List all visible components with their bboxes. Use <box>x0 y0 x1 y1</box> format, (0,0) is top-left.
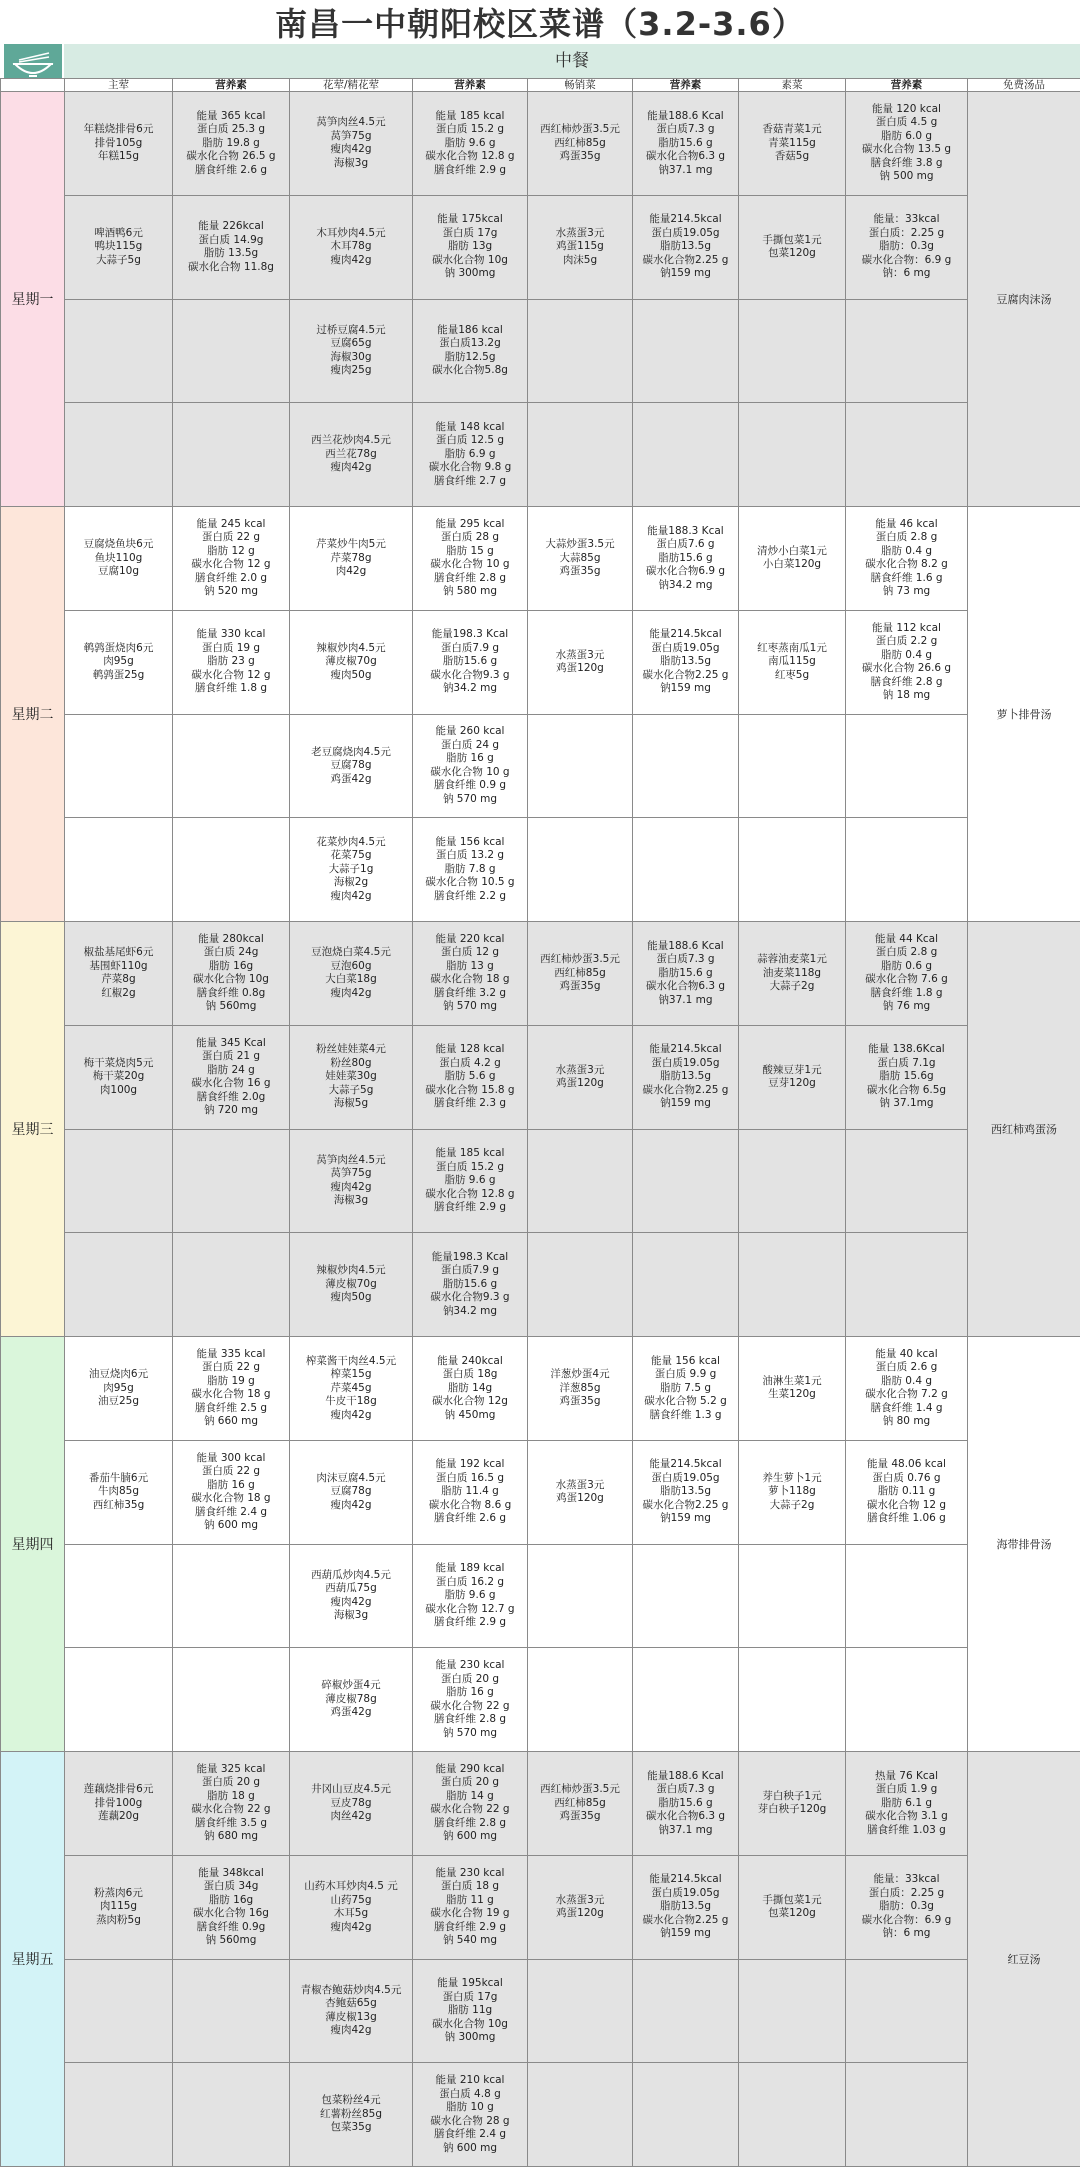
dish-cell <box>528 818 633 922</box>
dish-cell: 水蒸蛋3元 鸡蛋120g <box>528 1440 633 1544</box>
dish-cell <box>528 299 633 403</box>
menu-row <box>1 403 1080 507</box>
nutrition-cell: 能量188.6 Kcal 蛋白质7.3 g 脂肪15.6 g 碳水化合物6.3 g 钠37.1 mg <box>633 1752 739 1856</box>
nutrition-cell: 能量 138.6Kcal 蛋白质 7.1g 脂肪 15.6g 碳水化合物 6.5g 钠 37.1mg <box>846 1025 968 1129</box>
dish-cell <box>65 714 173 818</box>
dish-cell <box>739 299 846 403</box>
dish-cell <box>739 714 846 818</box>
dish-cell: 西红柿炒蛋3.5元 西红柿85g 鸡蛋35g <box>528 1752 633 1856</box>
nutrition-cell <box>633 403 739 507</box>
nutrition-cell: 能量 175kcal 蛋白质 17g 脂肪 13g 碳水化合物 10g 钠 300mg <box>413 195 528 299</box>
nutrition-cell: 能量 300 kcal 蛋白质 22 g 脂肪 16 g 碳水化合物 18 g 膳食纤维 2.4 g 钠 600 mg <box>173 1440 290 1544</box>
nutrition-cell <box>846 1544 968 1648</box>
dish-cell: 肉沫豆腐4.5元 豆腐78g 瘦肉42g <box>290 1440 413 1544</box>
dish-cell <box>528 1129 633 1233</box>
dish-cell: 老豆腐烧肉4.5元 豆腐78g 鸡蛋42g <box>290 714 413 818</box>
dish-cell: 花菜炒肉4.5元 花菜75g 大蒜子1g 海椒2g 瘦肉42g <box>290 818 413 922</box>
free-soup: 萝卜排骨汤 <box>968 507 1080 922</box>
dish-cell: 莲藕烧排骨6元 排骨100g 莲藕20g <box>65 1752 173 1856</box>
dish-cell <box>739 2063 846 2167</box>
nutrition-cell <box>173 299 290 403</box>
dish-cell <box>739 403 846 507</box>
menu-row <box>1 1752 1080 1856</box>
nutrition-cell <box>173 1959 290 2063</box>
dish-cell: 豆腐烧鱼块6元 鱼块110g 豆腐10g <box>65 507 173 611</box>
nutrition-cell: 能量 226kcal 蛋白质 14.9g 脂肪 13.5g 碳水化合物 11.8g <box>173 195 290 299</box>
nutrition-cell <box>633 1129 739 1233</box>
nutrition-cell: 能量 290 kcal 蛋白质 20 g 脂肪 14 g 碳水化合物 22 g 膳食纤维 2.8 g 钠 600 mg <box>413 1752 528 1856</box>
dish-cell: 辣椒炒肉4.5元 薄皮椒70g 瘦肉50g <box>290 610 413 714</box>
nutrition-cell: 能量 295 kcal 蛋白质 28 g 脂肪 15 g 碳水化合物 10 g 膳食纤维 2.8 g 钠 580 mg <box>413 507 528 611</box>
free-soup: 豆腐肉沫汤 <box>968 92 1080 507</box>
nutrition-cell: 能量 230 kcal 蛋白质 20 g 脂肪 16 g 碳水化合物 22 g 膳食纤维 2.8 g 钠 570 mg <box>413 1648 528 1752</box>
dish-cell <box>739 1233 846 1337</box>
nutrition-cell: 能量 44 Kcal 蛋白质 2.8 g 脂肪 0.6 g 碳水化合物 7.6 g 膳食纤维 1.8 g 钠 76 mg <box>846 922 968 1026</box>
dish-cell: 西兰花炒肉4.5元 西兰花78g 瘦肉42g <box>290 403 413 507</box>
dish-cell: 啤酒鸭6元 鸭块115g 大蒜子5g <box>65 195 173 299</box>
nutrition-cell <box>846 1648 968 1752</box>
dish-cell: 清炒小白菜1元 小白菜120g <box>739 507 846 611</box>
meal-header: 中餐 <box>64 44 1080 78</box>
dish-cell: 包菜粉丝4元 红薯粉丝85g 包菜35g <box>290 2063 413 2167</box>
menu-row <box>1 299 1080 403</box>
nutrition-cell: 能量 192 kcal 蛋白质 16.5 g 脂肪 11.4 g 碳水化合物 8.6 g 膳食纤维 2.6 g <box>413 1440 528 1544</box>
nutrition-cell: 能量 260 kcal 蛋白质 24 g 脂肪 16 g 碳水化合物 10 g 膳食纤维 0.9 g 钠 570 mg <box>413 714 528 818</box>
nutrition-cell: 能量 48.06 kcal 蛋白质 0.76 g 脂肪 0.11 g 碳水化合物 12 g 膳食纤维 1.06 g <box>846 1440 968 1544</box>
free-soup: 红豆汤 <box>968 1752 1080 2167</box>
nutrition-cell <box>173 1648 290 1752</box>
dish-cell: 豆泡烧白菜4.5元 豆泡60g 大白菜18g 瘦肉42g <box>290 922 413 1026</box>
nutrition-cell: 能量 220 kcal 蛋白质 12 g 脂肪 13 g 碳水化合物 18 g 膳食纤维 3.2 g 钠 570 mg <box>413 922 528 1026</box>
nutrition-cell: 能量 330 kcal 蛋白质 19 g 脂肪 23 g 碳水化合物 12 g 膳食纤维 1.8 g <box>173 610 290 714</box>
nutrition-cell: 能量 280kcal 蛋白质 24g 脂肪 16g 碳水化合物 10g 膳食纤维 0.8g 钠 560mg <box>173 922 290 1026</box>
column-header-row <box>1 79 1080 92</box>
page-title: 南昌一中朝阳校区菜谱（3.2-3.6） <box>275 5 805 43</box>
dish-cell: 辣椒炒肉4.5元 薄皮椒70g 瘦肉50g <box>290 1233 413 1337</box>
menu-row <box>1 1337 1080 1441</box>
menu-row <box>1 507 1080 611</box>
dish-cell: 椒盐基尾虾6元 基围虾110g 芹菜8g 红椒2g <box>65 922 173 1026</box>
nutrition-cell <box>173 403 290 507</box>
nutrition-cell: 能量214.5kcal 蛋白质19.05g 脂肪13.5g 碳水化合物2.25 g 钠159 mg <box>633 1025 739 1129</box>
nutrition-cell: 能量 156 kcal 蛋白质 9.9 g 脂肪 7.5 g 碳水化合物 5.2 g 膳食纤维 1.3 g <box>633 1337 739 1441</box>
dish-cell: 芽白秧子1元 芽白秧子120g <box>739 1752 846 1856</box>
nutrition-cell: 能量188.6 Kcal 蛋白质7.3 g 脂肪15.6 g 碳水化合物6.3 g 钠37.1 mg <box>633 922 739 1026</box>
dish-cell: 水蒸蛋3元 鸡蛋120g <box>528 1025 633 1129</box>
day-label: 星期一 <box>1 92 65 507</box>
dish-cell: 山药木耳炒肉4.5 元 山药75g 木耳5g 瘦肉42g <box>290 1855 413 1959</box>
nutrition-cell: 能量 230 kcal 蛋白质 18 g 脂肪 11 g 碳水化合物 19 g 膳食纤维 2.9 g 钠 540 mg <box>413 1855 528 1959</box>
menu-row <box>1 1233 1080 1337</box>
dish-cell <box>65 1544 173 1648</box>
dish-cell <box>528 1959 633 2063</box>
dish-cell: 过桥豆腐4.5元 豆腐65g 海椒30g 瘦肉25g <box>290 299 413 403</box>
dish-cell <box>65 1233 173 1337</box>
day-label: 星期五 <box>1 1752 65 2167</box>
nutrition-cell: 能量 348kcal 蛋白质 34g 脂肪 16g 碳水化合物 16g 膳食纤维 0.9g 钠 560mg <box>173 1855 290 1959</box>
col-header: 主荤 <box>65 79 173 92</box>
nutrition-cell: 能量 245 kcal 蛋白质 22 g 脂肪 12 g 碳水化合物 12 g 膳食纤维 2.0 g 钠 520 mg <box>173 507 290 611</box>
dish-cell: 油淋生菜1元 生菜120g <box>739 1337 846 1441</box>
dish-cell: 洋葱炒蛋4元 洋葱85g 鸡蛋35g <box>528 1337 633 1441</box>
dish-cell <box>739 818 846 922</box>
menu-table <box>0 78 1080 2167</box>
dish-cell <box>528 1233 633 1337</box>
menu-row <box>1 1025 1080 1129</box>
nutrition-cell <box>846 1233 968 1337</box>
nutrition-cell: 能量 148 kcal 蛋白质 12.5 g 脂肪 6.9 g 碳水化合物 9.8 g 膳食纤维 2.7 g <box>413 403 528 507</box>
dish-cell: 井冈山豆皮4.5元 豆皮78g 肉丝42g <box>290 1752 413 1856</box>
nutrition-cell: 能量214.5kcal 蛋白质19.05g 脂肪13.5g 碳水化合物2.25 g 钠159 mg <box>633 1855 739 1959</box>
nutrition-cell: 能量 112 kcal 蛋白质 2.2 g 脂肪 0.4 g 碳水化合物 26.6 g 膳食纤维 2.8 g 钠 18 mg <box>846 610 968 714</box>
dish-cell <box>65 1959 173 2063</box>
menu-row <box>1 195 1080 299</box>
dish-cell: 碎椒炒蛋4元 薄皮椒78g 鸡蛋42g <box>290 1648 413 1752</box>
dish-cell: 粉蒸肉6元 肉115g 蒸肉粉5g <box>65 1855 173 1959</box>
dish-cell <box>528 403 633 507</box>
nutrition-cell <box>846 299 968 403</box>
dish-cell <box>65 1648 173 1752</box>
dish-cell <box>65 299 173 403</box>
col-header: 营养素 <box>846 79 968 92</box>
nutrition-cell: 能量 345 Kcal 蛋白质 21 g 脂肪 24 g 碳水化合物 16 g 膳食纤维 2.0g 钠 720 mg <box>173 1025 290 1129</box>
nutrition-cell: 能量 46 kcal 蛋白质 2.8 g 脂肪 0.4 g 碳水化合物 8.2 g 膳食纤维 1.6 g 钠 73 mg <box>846 507 968 611</box>
nutrition-cell: 能量214.5kcal 蛋白质19.05g 脂肪13.5g 碳水化合物2.25 g 钠159 mg <box>633 1440 739 1544</box>
nutrition-cell <box>846 1129 968 1233</box>
dish-cell <box>528 2063 633 2167</box>
dish-cell: 大蒜炒蛋3.5元 大蒜85g 鸡蛋35g <box>528 507 633 611</box>
nutrition-cell <box>846 714 968 818</box>
menu-row <box>1 92 1080 196</box>
dish-cell: 手撕包菜1元 包菜120g <box>739 195 846 299</box>
nutrition-cell <box>633 1544 739 1648</box>
nutrition-cell <box>633 299 739 403</box>
nutrition-cell <box>633 714 739 818</box>
menu-row <box>1 610 1080 714</box>
nutrition-cell <box>633 1233 739 1337</box>
dish-cell: 西葫瓜炒肉4.5元 西葫瓜75g 瘦肉42g 海椒3g <box>290 1544 413 1648</box>
dish-cell: 油豆烧肉6元 肉95g 油豆25g <box>65 1337 173 1441</box>
col-header: 花荤/精花荤 <box>290 79 413 92</box>
col-header: 免费汤品 <box>968 79 1080 92</box>
day-label: 星期二 <box>1 507 65 922</box>
nutrition-cell: 能量 156 kcal 蛋白质 13.2 g 脂肪 7.8 g 碳水化合物 10.5 g 膳食纤维 2.2 g <box>413 818 528 922</box>
nutrition-cell: 能量 210 kcal 蛋白质 4.8 g 脂肪 10 g 碳水化合物 28 g 膳食纤维 2.4 g 钠 600 mg <box>413 2063 528 2167</box>
dish-cell <box>528 1648 633 1752</box>
dish-cell <box>528 714 633 818</box>
dish-cell: 西红柿炒蛋3.5元 西红柿85g 鸡蛋35g <box>528 92 633 196</box>
nutrition-cell: 能量214.5kcal 蛋白质19.05g 脂肪13.5g 碳水化合物2.25 g 钠159 mg <box>633 195 739 299</box>
dish-cell: 酸辣豆芽1元 豆芽120g <box>739 1025 846 1129</box>
dish-cell: 养生萝卜1元 萝卜118g 大蒜子2g <box>739 1440 846 1544</box>
nutrition-cell <box>173 2063 290 2167</box>
dish-cell: 粉丝娃娃菜4元 粉丝80g 娃娃菜30g 大蒜子5g 海椒5g <box>290 1025 413 1129</box>
nutrition-cell <box>846 818 968 922</box>
nutrition-cell: 能量 189 kcal 蛋白质 16.2 g 脂肪 9.6 g 碳水化合物 12.7 g 膳食纤维 2.9 g <box>413 1544 528 1648</box>
nutrition-cell: 能量 185 kcal 蛋白质 15.2 g 脂肪 9.6 g 碳水化合物 12.8 g 膳食纤维 2.9 g <box>413 92 528 196</box>
nutrition-cell: 能量 195kcal 蛋白质 17g 脂肪 11g 碳水化合物 10g 钠 300mg <box>413 1959 528 2063</box>
menu-row <box>1 1959 1080 2063</box>
corner-cell <box>1 79 65 92</box>
dish-cell: 芹菜炒牛肉5元 芹菜78g 肉42g <box>290 507 413 611</box>
dish-cell: 水蒸蛋3元 鸡蛋120g <box>528 610 633 714</box>
dish-cell: 蒜蓉油麦菜1元 油麦菜118g 大蒜子2g <box>739 922 846 1026</box>
nutrition-cell: 能量 325 kcal 蛋白质 20 g 脂肪 18 g 碳水化合物 22 g 膳食纤维 3.5 g 钠 680 mg <box>173 1752 290 1856</box>
dish-cell: 莴笋肉丝4.5元 莴笋75g 瘦肉42g 海椒3g <box>290 92 413 196</box>
nutrition-cell: 热量 76 Kcal 蛋白质 1.9 g 脂肪 6.1 g 碳水化合物 3.1 g 膳食纤维 1.03 g <box>846 1752 968 1856</box>
nutrition-cell <box>173 1129 290 1233</box>
dish-cell: 西红柿炒蛋3.5元 西红柿85g 鸡蛋35g <box>528 922 633 1026</box>
nutrition-cell: 能量198.3 Kcal 蛋白质7.9 g 脂肪15.6 g 碳水化合物9.3 g 钠34.2 mg <box>413 1233 528 1337</box>
dish-cell: 莴笋肉丝4.5元 莴笋75g 瘦肉42g 海椒3g <box>290 1129 413 1233</box>
dish-cell <box>65 1129 173 1233</box>
dish-cell <box>65 818 173 922</box>
menu-row <box>1 1129 1080 1233</box>
menu-row <box>1 818 1080 922</box>
col-header: 营养素 <box>413 79 528 92</box>
menu-row <box>1 714 1080 818</box>
dish-cell: 鹌鹑蛋烧肉6元 肉95g 鹌鹑蛋25g <box>65 610 173 714</box>
nutrition-cell <box>173 1233 290 1337</box>
dish-cell <box>65 403 173 507</box>
nutrition-cell: 能量188.3 Kcal 蛋白质7.6 g 脂肪15.6 g 碳水化合物6.9 g 钠34.2 mg <box>633 507 739 611</box>
nutrition-cell: 能量 40 kcal 蛋白质 2.6 g 脂肪 0.4 g 碳水化合物 7.2 g 膳食纤维 1.4 g 钠 80 mg <box>846 1337 968 1441</box>
nutrition-cell <box>173 818 290 922</box>
nutrition-cell: 能量186 kcal 蛋白质13.2g 脂肪12.5g 碳水化合物5.8g <box>413 299 528 403</box>
nutrition-cell <box>173 1544 290 1648</box>
day-label: 星期三 <box>1 922 65 1337</box>
menu-row <box>1 2063 1080 2167</box>
col-header: 畅销菜 <box>528 79 633 92</box>
nutrition-cell: 能量214.5kcal 蛋白质19.05g 脂肪13.5g 碳水化合物2.25 g 钠159 mg <box>633 610 739 714</box>
nutrition-cell <box>633 1648 739 1752</box>
dish-cell: 香菇青菜1元 青菜115g 香菇5g <box>739 92 846 196</box>
dish-cell: 木耳炒肉4.5元 木耳78g 瘦肉42g <box>290 195 413 299</box>
dish-cell: 红枣蒸南瓜1元 南瓜115g 红枣5g <box>739 610 846 714</box>
dish-cell: 番茄牛腩6元 牛肉85g 西红柿35g <box>65 1440 173 1544</box>
dish-cell: 年糕烧排骨6元 排骨105g 年糕15g <box>65 92 173 196</box>
nutrition-cell <box>173 714 290 818</box>
dish-cell <box>739 1959 846 2063</box>
nutrition-cell <box>846 2063 968 2167</box>
nutrition-cell: 能量 335 kcal 蛋白质 22 g 脂肪 19 g 碳水化合物 18 g 膳食纤维 2.5 g 钠 660 mg <box>173 1337 290 1441</box>
dish-cell: 水蒸蛋3元 鸡蛋115g 肉沫5g <box>528 195 633 299</box>
dish-cell: 梅干菜烧肉5元 梅干菜20g 肉100g <box>65 1025 173 1129</box>
free-soup: 海带排骨汤 <box>968 1337 1080 1752</box>
menu-row <box>1 1544 1080 1648</box>
dish-cell: 水蒸蛋3元 鸡蛋120g <box>528 1855 633 1959</box>
nutrition-cell: 能量 185 kcal 蛋白质 15.2 g 脂肪 9.6 g 碳水化合物 12.8 g 膳食纤维 2.9 g <box>413 1129 528 1233</box>
menu-row <box>1 1440 1080 1544</box>
dish-cell <box>739 1544 846 1648</box>
nutrition-cell <box>633 1959 739 2063</box>
nutrition-cell: 能量 120 kcal 蛋白质 4.5 g 脂肪 6.0 g 碳水化合物 13.5 g 膳食纤维 3.8 g 钠 500 mg <box>846 92 968 196</box>
nutrition-cell: 能量 240kcal 蛋白质 18g 脂肪 14g 碳水化合物 12g 钠 450mg <box>413 1337 528 1441</box>
nutrition-cell: 能量198.3 Kcal 蛋白质7.9 g 脂肪15.6 g 碳水化合物9.3 g 钠34.2 mg <box>413 610 528 714</box>
dish-cell: 手撕包菜1元 包菜120g <box>739 1855 846 1959</box>
nutrition-cell: 能量 365 kcal 蛋白质 25.3 g 脂肪 19.8 g 碳水化合物 26.5 g 膳食纤维 2.6 g <box>173 92 290 196</box>
nutrition-cell <box>633 2063 739 2167</box>
nutrition-cell <box>846 1959 968 2063</box>
dish-cell <box>528 1544 633 1648</box>
nutrition-cell <box>846 403 968 507</box>
dish-cell: 青椒杏鲍菇炒肉4.5元 杏鲍菇65g 薄皮椒13g 瘦肉42g <box>290 1959 413 2063</box>
menu-row <box>1 1648 1080 1752</box>
nutrition-cell <box>633 818 739 922</box>
nutrition-cell: 能量：33kcal 蛋白质：2.25 g 脂肪：0.3g 碳水化合物：6.9 g 钠：6 mg <box>846 195 968 299</box>
day-label: 星期四 <box>1 1337 65 1752</box>
dish-cell <box>739 1648 846 1752</box>
nutrition-cell: 能量 128 kcal 蛋白质 4.2 g 脂肪 5.6 g 碳水化合物 15.8 g 膳食纤维 2.3 g <box>413 1025 528 1129</box>
dish-cell <box>65 2063 173 2167</box>
free-soup: 西红柿鸡蛋汤 <box>968 922 1080 1337</box>
menu-row <box>1 1855 1080 1959</box>
nutrition-cell: 能量188.6 Kcal 蛋白质7.3 g 脂肪15.6 g 碳水化合物6.3 g 钠37.1 mg <box>633 92 739 196</box>
nutrition-cell: 能量：33kcal 蛋白质：2.25 g 脂肪：0.3g 碳水化合物：6.9 g 钠：6 mg <box>846 1855 968 1959</box>
dish-cell <box>739 1129 846 1233</box>
menu-row <box>1 922 1080 1026</box>
dish-cell: 榨菜酱干肉丝4.5元 榨菜15g 芹菜45g 牛皮干18g 瘦肉42g <box>290 1337 413 1441</box>
col-header: 营养素 <box>173 79 290 92</box>
col-header: 素菜 <box>739 79 846 92</box>
col-header: 营养素 <box>633 79 739 92</box>
